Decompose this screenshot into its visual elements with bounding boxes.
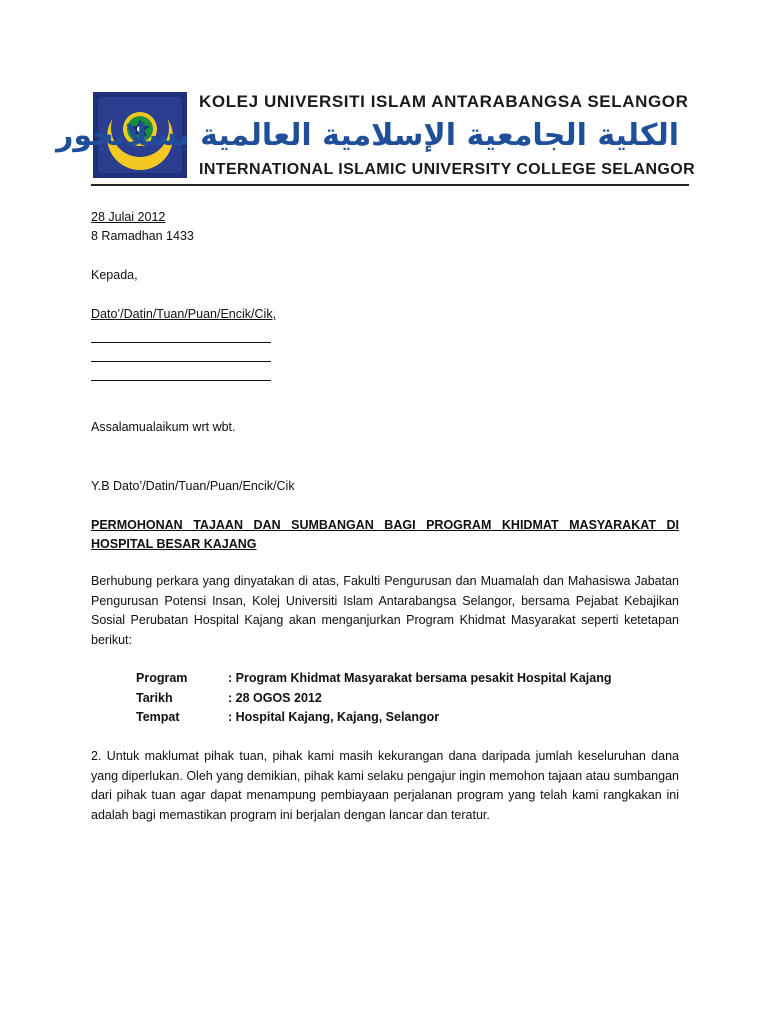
detail-row-program: [136, 669, 611, 689]
address-blank-line: [91, 343, 271, 362]
letter-subject: PERMOHONAN TAJAAN DAN SUMBANGAN BAGI PROGRAM KHIDMAT MASYARAKAT DI HOSPITAL BESAR KAJANG: [91, 518, 679, 551]
recipient-title: Dato’/Datin/Tuan/Puan/Encik/Cik,: [91, 307, 277, 321]
detail-value: : Hospital Kajang, Kajang, Selangor: [228, 710, 440, 724]
hijri-date: 8 Ramadhan 1433: [91, 229, 194, 243]
detail-value: : Program Khidmat Masyarakat bersama pesakit Hospital Kajang: [228, 671, 612, 685]
detail-label: Tempat: [136, 710, 180, 724]
salutation: Y.B Dato’/Datin/Tuan/Puan/Encik/Cik: [91, 479, 295, 493]
paragraph-1: Berhubung perkara yang dinyatakan di atas, Fakulti Pengurusan dan Muamalah dan Mahasiswa Jabatan Pengurusan Potensi Insan, Kolej Universiti Islam Antarabangsa Selangor, bersama Pejabat Kebajikan Sosial Perubatan Hospital Kajang akan menganjurkan Program Khidmat Masyarakat seperti ketetapan berikut:: [91, 574, 679, 647]
greeting: Assalamualaikum wrt wbt.: [91, 420, 236, 434]
detail-value: : 28 OGOS 2012: [228, 690, 322, 705]
detail-label: Tarikh: [136, 690, 173, 705]
letter-date: 28 Julai 2012: [91, 210, 166, 224]
college-name-english: INTERNATIONAL ISLAMIC UNIVERSITY COLLEGE SELANGOR: [199, 161, 696, 178]
college-name-malay: KOLEJ UNIVERSITI ISLAM ANTARABANGSA SELANGOR: [199, 92, 689, 111]
addressee-label: Kepada,: [91, 268, 138, 282]
paragraph-2: 2. Untuk maklumat pihak tuan, pihak kami masih kekurangan dana daripada jumlah keseluruhan dana yang diperlukan. Oleh yang demikian, pihak kami selaku pengajur ingin memohon tajaan atau sumbangan dari pihak tuan agar dapat menampung pembiayaan perjalanan program yang telah kami rangkakan ini adalah bagi memastikan program ini berjalan dengan lancar dan teratur.: [91, 749, 679, 822]
detail-row-date: [136, 689, 611, 709]
letterhead: [56, 90, 696, 186]
college-name-arabic: الكلية الجامعية الإسلامية العالمية بسلانجور: [56, 118, 679, 153]
address-blank-line: [91, 324, 271, 343]
detail-label: Program: [136, 671, 188, 685]
address-blank-line: [91, 362, 271, 381]
address-lines: [91, 324, 271, 381]
program-details: [136, 669, 611, 728]
detail-row-venue: [136, 708, 611, 728]
